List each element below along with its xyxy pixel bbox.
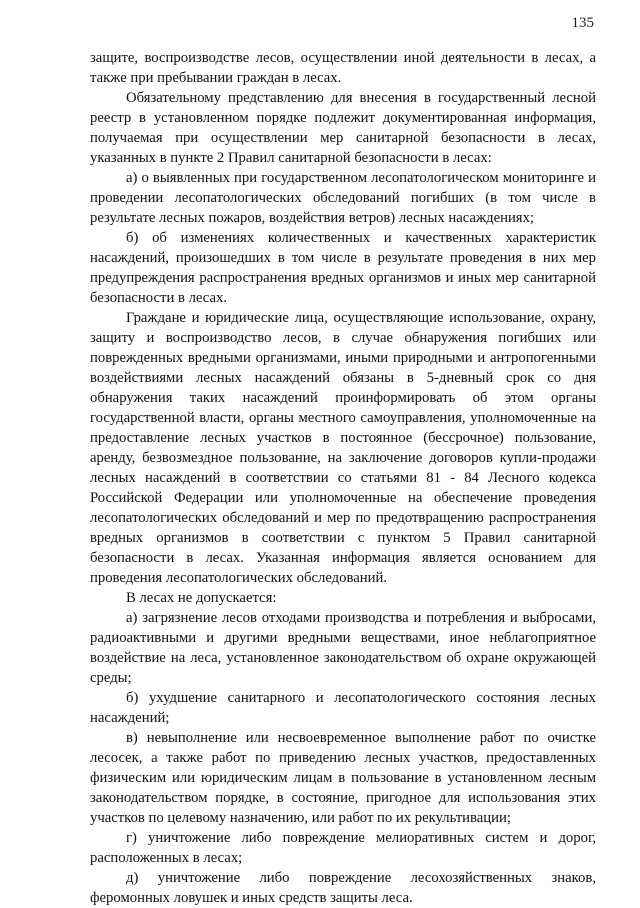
list-item-a-dead-stands: а) о выявленных при государственном лесопатологическом мониторинге и проведении лесопатологических обследований погибших (в том числе в результате лесных пожаров, воздействия ветров) лесных насаждениях;	[90, 170, 596, 226]
paragraph-reporting-obligation: Граждане и юридические лица, осуществляющие использование, охрану, защиту и воспроизводство лесов, в случае обнаружения погибших или поврежденных вредными организмами, иными природными и антропогенными воздействиями лесных насаждений обязаны в 5-дневный срок со дня обнаружения таких насаждений проинформировать об этом органы государственной власти, органы местного самоуправления, уполномоченные на предоставление лесных участков в постоянное (бессрочное) пользование, аренду, безвозмездное пользование, на заключение договоров купли-продажи лесных насаждений в соответствии со статьями 81 - 84 Лесного кодекса Российской Федерации или уполномоченные на обеспечение проведения лесопатологических обследований и мер по предотвращению распространения вредных организмов в соответствии с пунктом 5 Правил санитарной безопасности в лесах. Указанная информация является основанием для проведения лесопатологических обследований.	[90, 310, 596, 586]
paragraph-continuation: защите, воспроизводстве лесов, осуществлении иной деятельности в лесах, а также при пребывании граждан в лесах.	[90, 50, 596, 86]
paragraph-prohibited-heading: В лесах не допускается:	[126, 590, 277, 606]
list-item-b-deterioration: б) ухудшение санитарного и лесопатологического состояния лесных насаждений;	[90, 690, 596, 726]
list-item-d-forestry-signs: д) уничтожение либо повреждение лесохозяйственных знаков, феромонных ловушек и иных средств защиты леса.	[90, 870, 596, 906]
page-number: 135	[571, 15, 594, 31]
body-text	[90, 48, 596, 908]
list-item-b-stand-changes: б) об изменениях количественных и качественных характеристик насаждений, произошедших в том числе в результате проведения в них мер предупреждения распространения вредных организмов и иных мер санитарной безопасности в лесах.	[90, 230, 596, 306]
list-item-v-nonperformance: в) невыполнение или несвоевременное выполнение работ по очистке лесосек, а также работ по приведению лесных участков, предоставленных физическим или юридическим лицам в пользование в установленном лесным законодательством порядке, в состояние, пригодное для использования этих участков по целевому назначению, или работ по их рекультивации;	[90, 730, 596, 826]
list-item-g-reclamation-systems: г) уничтожение либо повреждение мелиоративных систем и дорог, расположенных в лесах;	[90, 830, 596, 866]
list-item-a-pollution: а) загрязнение лесов отходами производства и потребления и выбросами, радиоактивными и другими вредными веществами, иное неблагоприятное воздействие на леса, установленное законодательством об охране окружающей среды;	[90, 610, 596, 686]
paragraph-forest-register: Обязательному представлению для внесения в государственный лесной реестр в установленном порядке подлежит документированная информация, получаемая при осуществлении мер санитарной безопасности в лесах, указанных в пункте 2 Правил санитарной безопасности в лесах:	[90, 90, 596, 166]
